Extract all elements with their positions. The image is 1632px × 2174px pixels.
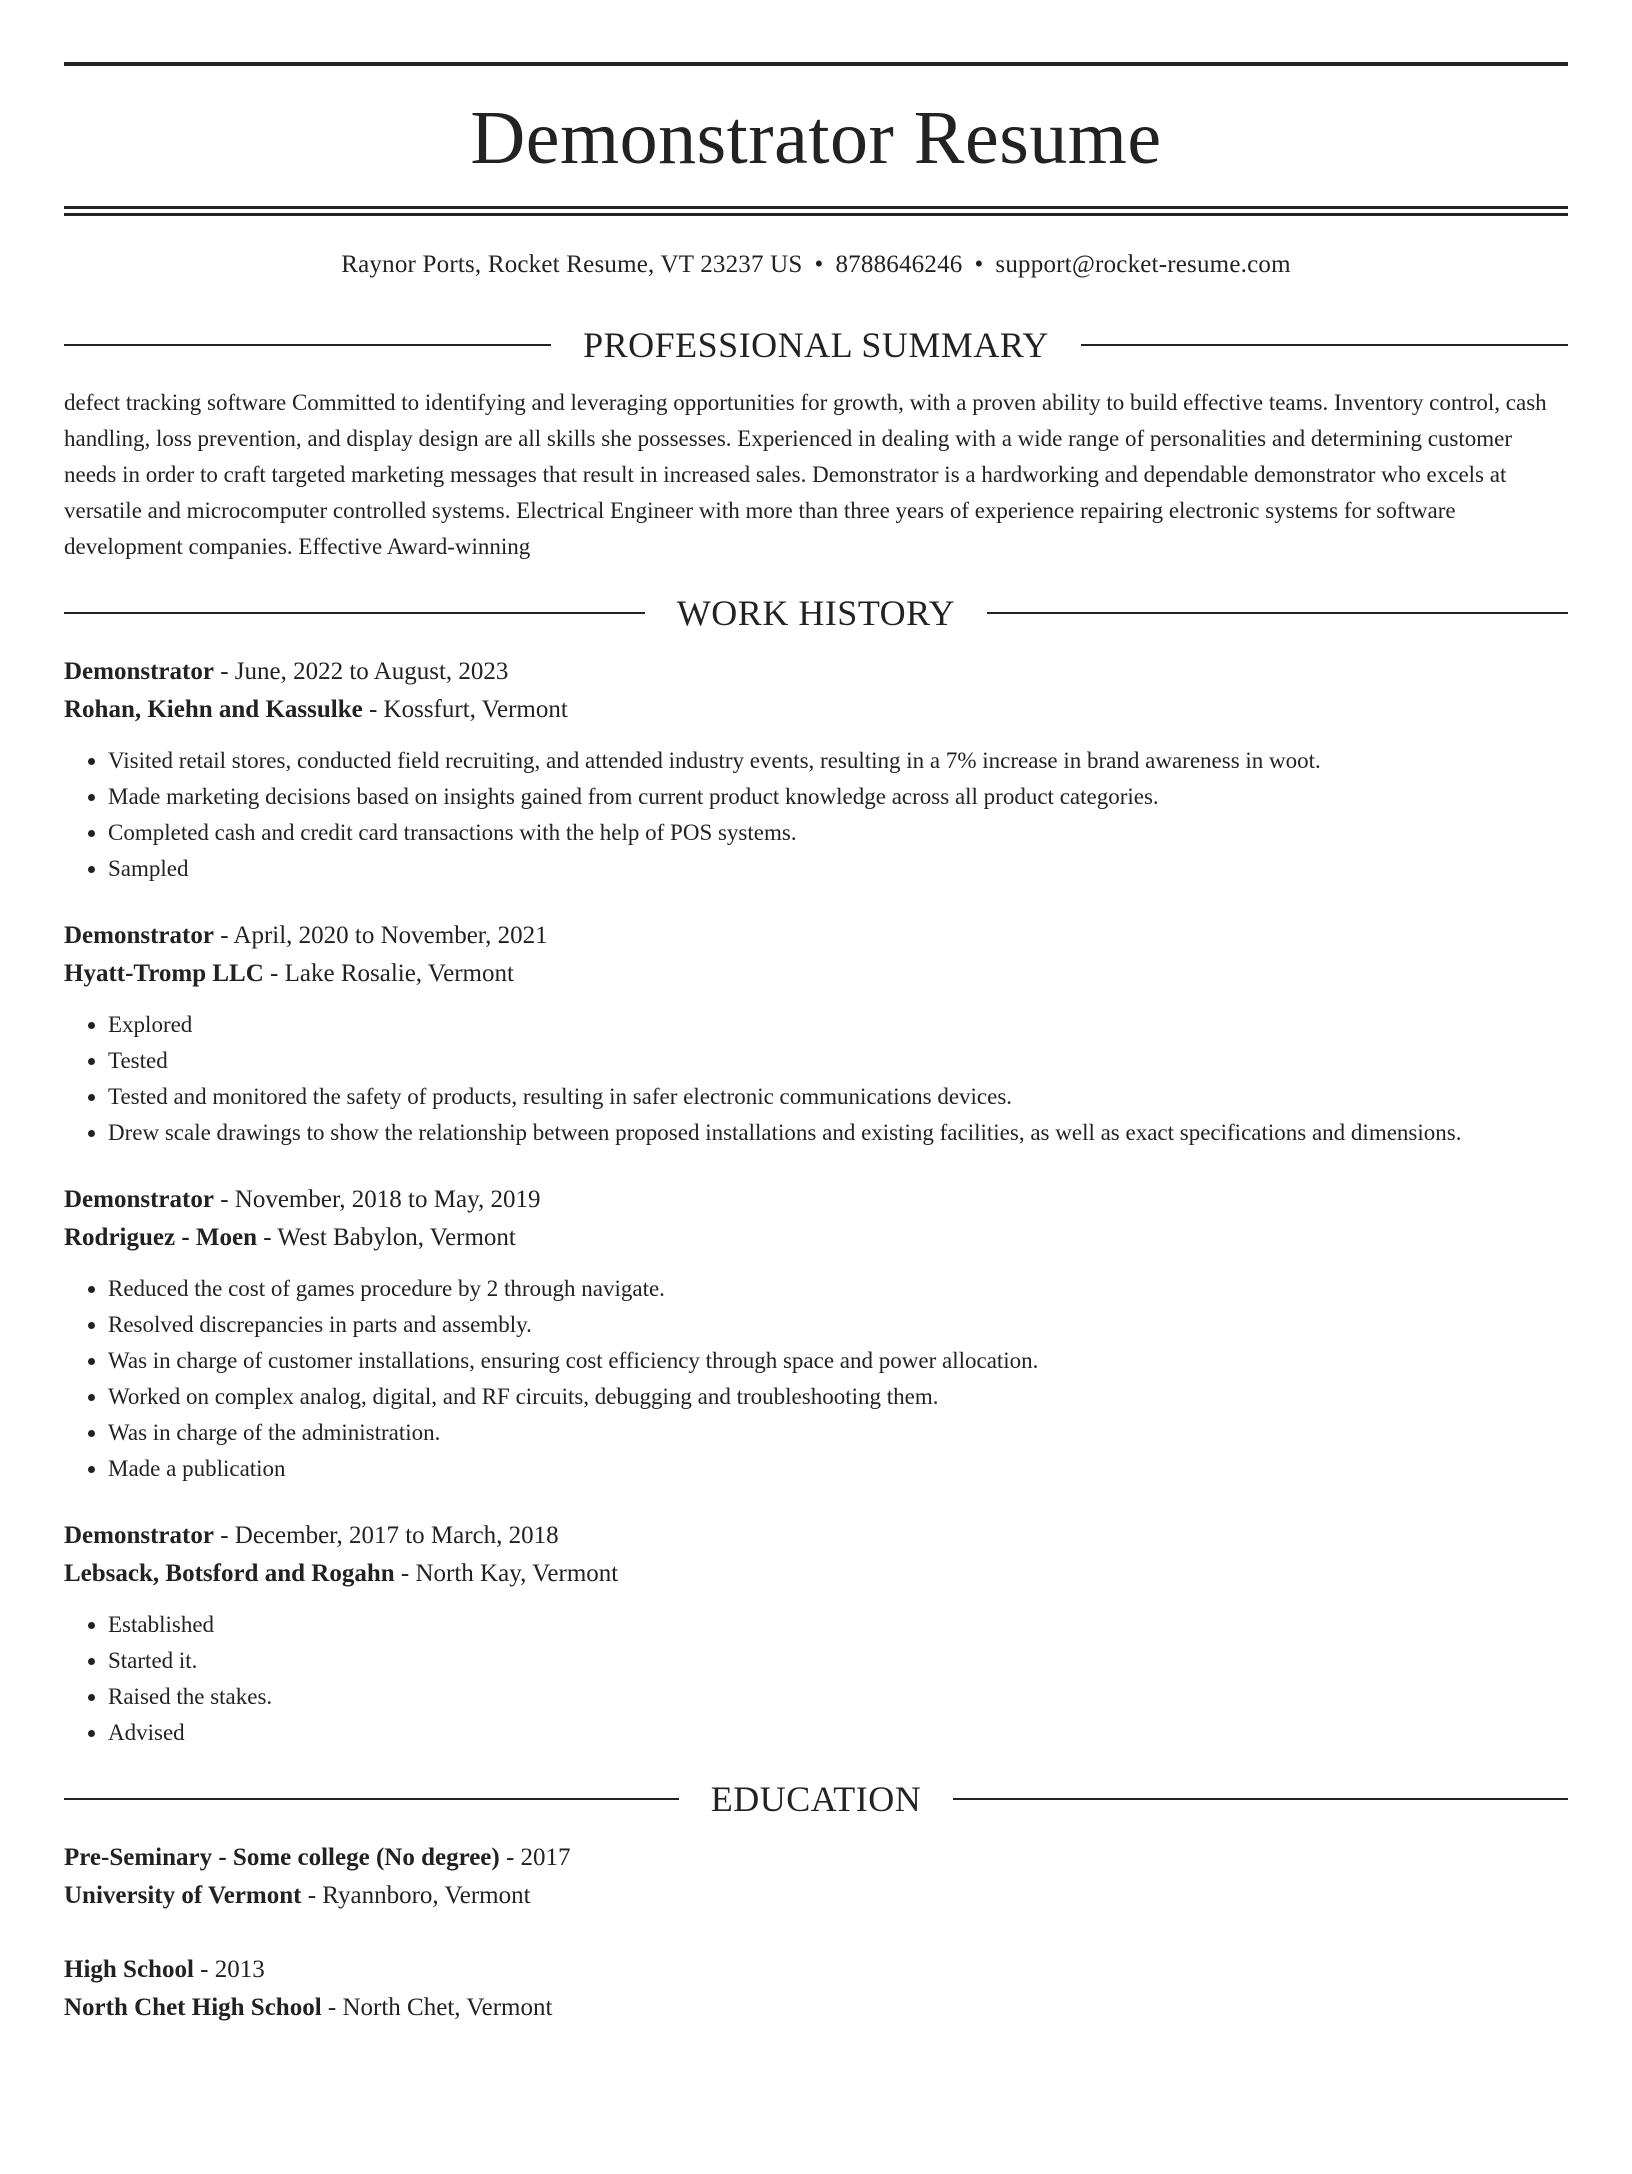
list-item: • Explored (108, 1007, 1568, 1043)
job-title: Demonstrator (64, 1522, 214, 1549)
job-title-line (64, 1181, 1568, 1219)
job-company: Rodriguez - Moen (64, 1224, 258, 1251)
education-year: - 2013 (193, 1956, 265, 1983)
list-item: • Worked on complex analog, digital, and RF circuits, debugging and troubleshooting them. (108, 1379, 1568, 1415)
job-dates: - December, 2017 to March, 2018 (213, 1522, 559, 1549)
job-entry (64, 917, 1568, 1151)
job-entry (64, 1517, 1568, 1751)
education-degree: Pre-Seminary - Some college (No degree) (64, 1844, 500, 1871)
section-title-education: EDUCATION (710, 1779, 922, 1819)
contact-phone[interactable]: 8788646246 (835, 251, 963, 278)
job-bullets (64, 1007, 1568, 1151)
job-dates: - April, 2020 to November, 2021 (213, 922, 548, 949)
section-header-work (64, 595, 1568, 631)
list-item: • Raised the stakes. (108, 1679, 1568, 1715)
education-school-line (64, 1989, 1568, 2027)
job-location: - Kossfurt, Vermont (362, 696, 568, 723)
list-item: • Started it. (108, 1643, 1568, 1679)
job-bullets (64, 743, 1568, 887)
section-title-summary: PROFESSIONAL SUMMARY (583, 325, 1049, 365)
summary-text: defect tracking software Committed to identifying and leveraging opportunities for growth, with a proven ability to build effective teams. Inventory control, cash handling, loss prevention, and display design are all skills she possesses. Experienced in dealing with a wide range of personalities and determining customer needs in order to craft targeted marketing messages that result in increased sales. Demonstrator is a hardworking and dependable demonstrator who excels at versatile and microcomputer controlled systems. Electrical Engineer with more than three years of experience repairing electronic systems for software development companies. Effective Award-winning (64, 390, 1547, 559)
resume-title: Demonstrator Resume (470, 96, 1162, 180)
job-company: Lebsack, Botsford and Rogahn (64, 1560, 395, 1587)
job-company: Hyatt-Tromp LLC (64, 960, 264, 987)
education-entry (64, 1839, 1568, 1915)
contact-separator: • (814, 251, 824, 278)
education-degree: High School (64, 1956, 194, 1983)
job-title-line (64, 653, 1568, 691)
education-year: - 2017 (499, 1844, 571, 1871)
list-item: • Established (108, 1607, 1568, 1643)
education-school-line (64, 1877, 1568, 1915)
job-dates: - June, 2022 to August, 2023 (213, 658, 509, 685)
education-degree-line (64, 1839, 1568, 1877)
contact-email[interactable]: support@rocket-resume.com (995, 251, 1291, 278)
job-title: Demonstrator (64, 1186, 214, 1213)
education-school: University of Vermont (64, 1882, 302, 1909)
job-dates: - November, 2018 to May, 2019 (213, 1186, 541, 1213)
list-item: • Sampled (108, 851, 1568, 887)
list-item: • Tested and monitored the safety of products, resulting in safer electronic communications devices. (108, 1079, 1568, 1115)
section-rule-left (64, 612, 645, 614)
section-rule-right (953, 1798, 1568, 1800)
job-company: Rohan, Kiehn and Kassulke (64, 696, 363, 723)
job-company-line (64, 1555, 1568, 1593)
contact-line (64, 252, 1568, 277)
title-double-rule (64, 206, 1568, 216)
section-rule-left (64, 1798, 679, 1800)
job-bullets (64, 1271, 1568, 1487)
job-entry (64, 1181, 1568, 1487)
education-degree-line (64, 1951, 1568, 1989)
job-location: - West Babylon, Vermont (257, 1224, 516, 1251)
job-bullets (64, 1607, 1568, 1751)
section-rule-right (987, 612, 1568, 614)
list-item: • Reduced the cost of games procedure by 2 through navigate. (108, 1271, 1568, 1307)
job-title: Demonstrator (64, 922, 214, 949)
job-company-line (64, 955, 1568, 993)
contact-separator: • (974, 251, 984, 278)
education-school: North Chet High School (64, 1994, 322, 2021)
top-rule (64, 62, 1568, 66)
job-title-line (64, 1517, 1568, 1555)
list-item: • Was in charge of the administration. (108, 1415, 1568, 1451)
job-location: - North Kay, Vermont (394, 1560, 619, 1587)
resume-page (0, 62, 1632, 2174)
job-entry (64, 653, 1568, 887)
job-company-line (64, 691, 1568, 729)
contact-address: Raynor Ports, Rocket Resume, VT 23237 US (341, 251, 803, 278)
job-company-line (64, 1219, 1568, 1257)
job-location: - Lake Rosalie, Vermont (263, 960, 514, 987)
section-title-work: WORK HISTORY (676, 593, 956, 633)
section-header-education (64, 1781, 1568, 1817)
education-entry (64, 1951, 1568, 2027)
section-rule-left (64, 344, 551, 346)
job-title-line (64, 917, 1568, 955)
list-item: • Advised (108, 1715, 1568, 1751)
list-item: • Drew scale drawings to show the relationship between proposed installations and existing facilities, as well as exact specifications and dimensions. (108, 1115, 1568, 1151)
list-item: • Made a publication (108, 1451, 1568, 1487)
list-item: • Made marketing decisions based on insights gained from current product knowledge across all product categories. (108, 779, 1568, 815)
section-rule-right (1081, 344, 1568, 346)
list-item: • Tested (108, 1043, 1568, 1079)
list-item: • Visited retail stores, conducted field recruiting, and attended industry events, resulting in a 7% increase in brand awareness in woot. (108, 743, 1568, 779)
list-item: • Was in charge of customer installations, ensuring cost efficiency through space and power allocation. (108, 1343, 1568, 1379)
education-location: - North Chet, Vermont (321, 1994, 553, 2021)
section-header-summary (64, 327, 1568, 363)
education-location: - Ryannboro, Vermont (301, 1882, 531, 1909)
list-item: • Resolved discrepancies in parts and assembly. (108, 1307, 1568, 1343)
list-item: • Completed cash and credit card transactions with the help of POS systems. (108, 815, 1568, 851)
job-title: Demonstrator (64, 658, 214, 685)
